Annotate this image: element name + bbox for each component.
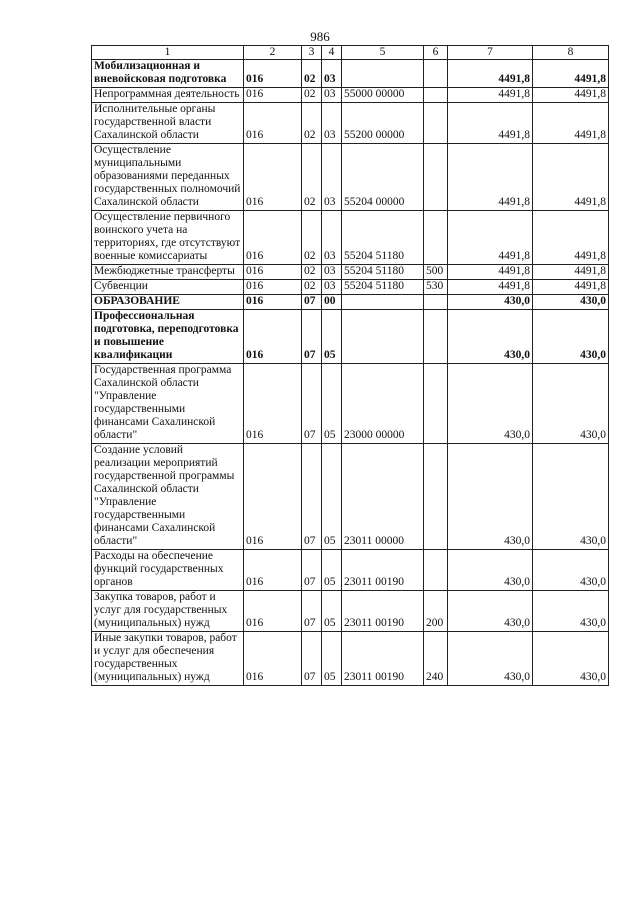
column-header: 1	[92, 46, 244, 60]
target-article-cell: 55000 00000	[342, 88, 424, 103]
subsection-code-cell: 05	[322, 444, 342, 550]
expense-type-cell	[424, 88, 448, 103]
row-name-cell: Расходы на обеспечение функций государственных органов	[92, 550, 244, 591]
table-row	[92, 103, 609, 144]
amount-cell-7: 430,0	[448, 295, 533, 310]
section-code-cell: 07	[302, 295, 322, 310]
subsection-code-cell: 05	[322, 591, 342, 632]
subsection-code-cell: 03	[322, 144, 342, 211]
ministry-code-cell: 016	[244, 144, 302, 211]
expense-type-cell: 500	[424, 265, 448, 280]
ministry-code-cell: 016	[244, 211, 302, 265]
amount-cell-8: 430,0	[533, 591, 609, 632]
column-header: 2	[244, 46, 302, 60]
table-row	[92, 632, 609, 686]
ministry-code-cell: 016	[244, 364, 302, 444]
subsection-code-cell: 03	[322, 103, 342, 144]
row-name-cell: Исполнительные органы государственной власти Сахалинской области	[92, 103, 244, 144]
amount-cell-7: 430,0	[448, 310, 533, 364]
ministry-code-cell: 016	[244, 103, 302, 144]
ministry-code-cell: 016	[244, 60, 302, 88]
section-code-cell: 07	[302, 444, 322, 550]
table-row	[92, 591, 609, 632]
section-code-cell: 07	[302, 550, 322, 591]
subsection-code-cell: 03	[322, 60, 342, 88]
expense-type-cell: 200	[424, 591, 448, 632]
row-name-cell: Государственная программа Сахалинской области "Управление государственными финансами Сахалинской области"	[92, 364, 244, 444]
target-article-cell: 55204 00000	[342, 144, 424, 211]
ministry-code-cell: 016	[244, 444, 302, 550]
table-row	[92, 88, 609, 103]
table-row	[92, 144, 609, 211]
target-article-cell: 55204 51180	[342, 280, 424, 295]
table-row	[92, 60, 609, 88]
target-article-cell: 23011 00190	[342, 550, 424, 591]
subsection-code-cell: 05	[322, 632, 342, 686]
amount-cell-7: 4491,8	[448, 144, 533, 211]
subsection-code-cell: 03	[322, 88, 342, 103]
section-code-cell: 02	[302, 211, 322, 265]
page-number: 986	[310, 29, 330, 44]
table-row	[92, 310, 609, 364]
table-row	[92, 295, 609, 310]
ministry-code-cell: 016	[244, 295, 302, 310]
amount-cell-8: 4491,8	[533, 88, 609, 103]
table-row	[92, 444, 609, 550]
target-article-cell: 23000 00000	[342, 364, 424, 444]
amount-cell-8: 430,0	[533, 364, 609, 444]
amount-cell-7: 430,0	[448, 591, 533, 632]
target-article-cell: 23011 00190	[342, 632, 424, 686]
ministry-code-cell: 016	[244, 591, 302, 632]
ministry-code-cell: 016	[244, 280, 302, 295]
amount-cell-7: 4491,8	[448, 103, 533, 144]
amount-cell-7: 4491,8	[448, 88, 533, 103]
table-row	[92, 550, 609, 591]
expense-type-cell	[424, 211, 448, 265]
target-article-cell	[342, 60, 424, 88]
target-article-cell: 23011 00190	[342, 591, 424, 632]
row-name-cell: Осуществление первичного воинского учета на территориях, где отсутствуют военные комиссариаты	[92, 211, 244, 265]
column-header: 7	[448, 46, 533, 60]
amount-cell-7: 430,0	[448, 444, 533, 550]
row-name-cell: ОБРАЗОВАНИЕ	[92, 295, 244, 310]
amount-cell-8: 430,0	[533, 550, 609, 591]
target-article-cell: 55204 51180	[342, 265, 424, 280]
ministry-code-cell: 016	[244, 550, 302, 591]
subsection-code-cell: 05	[322, 364, 342, 444]
amount-cell-7: 4491,8	[448, 265, 533, 280]
column-header: 5	[342, 46, 424, 60]
amount-cell-7: 4491,8	[448, 211, 533, 265]
expense-type-cell	[424, 444, 448, 550]
target-article-cell: 23011 00000	[342, 444, 424, 550]
subsection-code-cell: 00	[322, 295, 342, 310]
subsection-code-cell: 05	[322, 550, 342, 591]
amount-cell-7: 430,0	[448, 550, 533, 591]
section-code-cell: 02	[302, 103, 322, 144]
expense-type-cell	[424, 144, 448, 211]
subsection-code-cell: 03	[322, 265, 342, 280]
budget-table	[91, 45, 609, 686]
row-name-cell: Профессиональная подготовка, переподготовка и повышение квалификации	[92, 310, 244, 364]
amount-cell-8: 4491,8	[533, 144, 609, 211]
target-article-cell	[342, 310, 424, 364]
ministry-code-cell: 016	[244, 632, 302, 686]
amount-cell-7: 4491,8	[448, 60, 533, 88]
row-name-cell: Создание условий реализации мероприятий государственной программы Сахалинской области "Управление государственными финансами Сахалинской области"	[92, 444, 244, 550]
table-row	[92, 211, 609, 265]
amount-cell-8: 430,0	[533, 295, 609, 310]
section-code-cell: 02	[302, 280, 322, 295]
ministry-code-cell: 016	[244, 88, 302, 103]
target-article-cell	[342, 295, 424, 310]
section-code-cell: 07	[302, 591, 322, 632]
subsection-code-cell: 05	[322, 310, 342, 364]
amount-cell-7: 430,0	[448, 632, 533, 686]
section-code-cell: 07	[302, 632, 322, 686]
expense-type-cell: 240	[424, 632, 448, 686]
section-code-cell: 07	[302, 310, 322, 364]
table-row	[92, 280, 609, 295]
table-row	[92, 364, 609, 444]
subsection-code-cell: 03	[322, 280, 342, 295]
amount-cell-7: 4491,8	[448, 280, 533, 295]
section-code-cell: 02	[302, 265, 322, 280]
column-header: 3	[302, 46, 322, 60]
subsection-code-cell: 03	[322, 211, 342, 265]
section-code-cell: 07	[302, 364, 322, 444]
amount-cell-8: 4491,8	[533, 280, 609, 295]
amount-cell-8: 430,0	[533, 632, 609, 686]
expense-type-cell	[424, 310, 448, 364]
table-row	[92, 265, 609, 280]
expense-type-cell	[424, 103, 448, 144]
ministry-code-cell: 016	[244, 310, 302, 364]
amount-cell-8: 4491,8	[533, 211, 609, 265]
row-name-cell: Субвенции	[92, 280, 244, 295]
row-name-cell: Осуществление муниципальными образованиями переданных государственных полномочий Сахалинской области	[92, 144, 244, 211]
row-name-cell: Непрограммная деятельность	[92, 88, 244, 103]
row-name-cell: Закупка товаров, работ и услуг для государственных (муниципальных) нужд	[92, 591, 244, 632]
expense-type-cell	[424, 60, 448, 88]
expense-type-cell	[424, 364, 448, 444]
expense-type-cell: 530	[424, 280, 448, 295]
amount-cell-8: 4491,8	[533, 265, 609, 280]
row-name-cell: Иные закупки товаров, работ и услуг для обеспечения государственных (муниципальных) нужд	[92, 632, 244, 686]
column-header: 6	[424, 46, 448, 60]
column-header: 8	[533, 46, 609, 60]
row-name-cell: Межбюджетные трансферты	[92, 265, 244, 280]
target-article-cell: 55204 51180	[342, 211, 424, 265]
section-code-cell: 02	[302, 144, 322, 211]
amount-cell-8: 4491,8	[533, 60, 609, 88]
target-article-cell: 55200 00000	[342, 103, 424, 144]
ministry-code-cell: 016	[244, 265, 302, 280]
amount-cell-8: 4491,8	[533, 103, 609, 144]
section-code-cell: 02	[302, 60, 322, 88]
section-code-cell: 02	[302, 88, 322, 103]
row-name-cell: Мобилизационная и вневойсковая подготовка	[92, 60, 244, 88]
column-header: 4	[322, 46, 342, 60]
amount-cell-8: 430,0	[533, 444, 609, 550]
expense-type-cell	[424, 550, 448, 591]
amount-cell-8: 430,0	[533, 310, 609, 364]
column-number-header-row	[92, 46, 609, 60]
amount-cell-7: 430,0	[448, 364, 533, 444]
expense-type-cell	[424, 295, 448, 310]
